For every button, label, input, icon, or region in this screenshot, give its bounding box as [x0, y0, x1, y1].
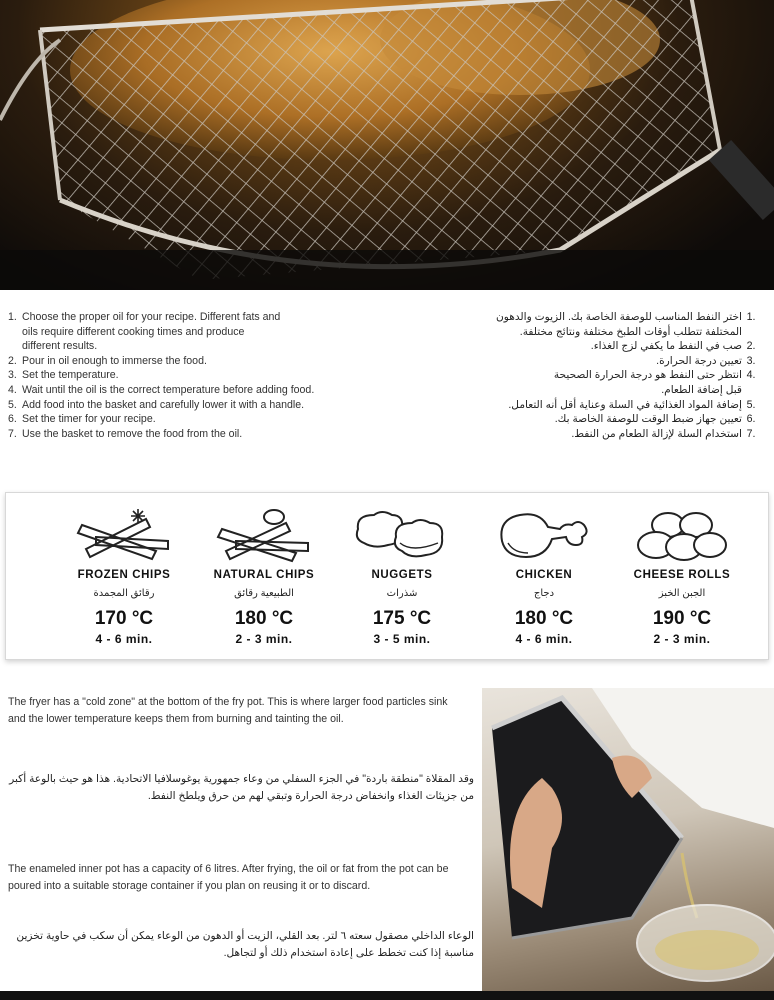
- step-row: 6. Set the timer for your recipe.: [8, 413, 156, 426]
- fry-basket-illustration: [0, 0, 774, 290]
- food-nuggets: NUGGETS شذرات 175 °C 3 - 5 min.: [332, 493, 472, 646]
- inner-pot-text-arabic: الوعاء الداخلي مصقول سعته ٦ لتر. بعد القلي، الزيت أو الدهون من الوعاء يمكن أن سكب في حاوية تخزين مناسبة إذا كنت تخطط على إعادة استخدام ذلك أو لتجاهل.: [16, 930, 474, 959]
- pouring-oil-photo: [482, 688, 774, 991]
- nuggets-icon: [352, 507, 452, 563]
- step-row: المختلفة تتطلب أوقات الطبخ مختلفة ونتائج مختلفة.: [519, 325, 742, 338]
- footer-bar: [0, 991, 774, 1000]
- frozen-chips-icon: [76, 507, 172, 563]
- natural-chips-icon: [216, 507, 312, 563]
- step-row: 4. Wait until the oil is the correct temperature before adding food.: [8, 383, 315, 396]
- step-row: 5. إضافة المواد الغذائية في السلة وعناية أقل أنه التعامل.: [508, 398, 756, 411]
- temperature-chart: [5, 492, 769, 660]
- step-row: oils require different cooking times and produce: [22, 325, 245, 338]
- inner-pot-text-english: The enameled inner pot has a capacity of 6 litres. After frying, the oil or fat from the pot can be poured into a suitable storage container if you plan on reusing it or to discard.: [8, 863, 449, 892]
- step-row: 5. Add food into the basket and carefully lower it with a handle.: [8, 398, 305, 411]
- food-natural-chips: NATURAL CHIPS الطبيعية رقائق 180 °C 2 - 3 min.: [194, 493, 334, 646]
- step-row: 7. Use the basket to remove the food from the oil.: [8, 427, 243, 440]
- step-row: 3. Set the temperature.: [8, 369, 119, 382]
- inner-pot-illustration: [482, 688, 774, 991]
- step-row: 1. Choose the proper oil for your recipe. Different fats and: [8, 311, 281, 323]
- step-row: 6. تعيين جهاز ضبط الوقت للوصفة الخاصة بك.: [554, 413, 756, 426]
- instructions-english: [8, 310, 388, 441]
- step-row: قبل إضافة الطعام.: [661, 383, 742, 396]
- cheese-rolls-icon: [632, 507, 732, 563]
- food-frozen-chips: FROZEN CHIPS رقائق المجمدة 170 °C 4 - 6 min.: [54, 493, 194, 646]
- food-cheese-rolls: CHEESE ROLLS الجبن الخبز 190 °C 2 - 3 min.: [612, 493, 752, 646]
- step-row: 4. انتظر حتى النفط هو درجة الحرارة الصحيحة: [553, 369, 756, 382]
- step-row: different results.: [22, 340, 98, 353]
- step-row: 3. تعيين درجة الحرارة.: [656, 354, 756, 367]
- cold-zone-text-arabic: وقد المقلاة "منطقة باردة" في الجزء السفلي من وعاء جمهورية يوغوسلافيا الاتحادية. هذا هو حيث بالوعة أكبر من جزيئات الغذاء وانخفاض درجة الحرارة وتبقي لهم من حرق ويلطخ النفط.: [9, 773, 474, 802]
- instructions-arabic: [430, 310, 760, 441]
- step-row: 2. صب في النفط ما يكفي لزج الغذاء.: [590, 340, 756, 353]
- step-row: 1. اختر النفط المناسب للوصفة الخاصة بك. الزيوت والدهون: [496, 311, 756, 323]
- cold-zone-text-english: The fryer has a "cold zone" at the bottom of the fry pot. This is where larger food particles sink and the lower temperature keeps them from burning and tainting the oil.: [8, 696, 448, 725]
- chicken-drumstick-icon: [494, 507, 594, 563]
- step-row: 2. Pour in oil enough to immerse the food.: [8, 354, 207, 367]
- step-row: 7. استخدام السلة لإزالة الطعام من النفط.: [571, 427, 756, 440]
- food-chicken: CHICKEN دجاج 180 °C 4 - 6 min.: [474, 493, 614, 646]
- hero-photo-fry-basket: [0, 0, 774, 290]
